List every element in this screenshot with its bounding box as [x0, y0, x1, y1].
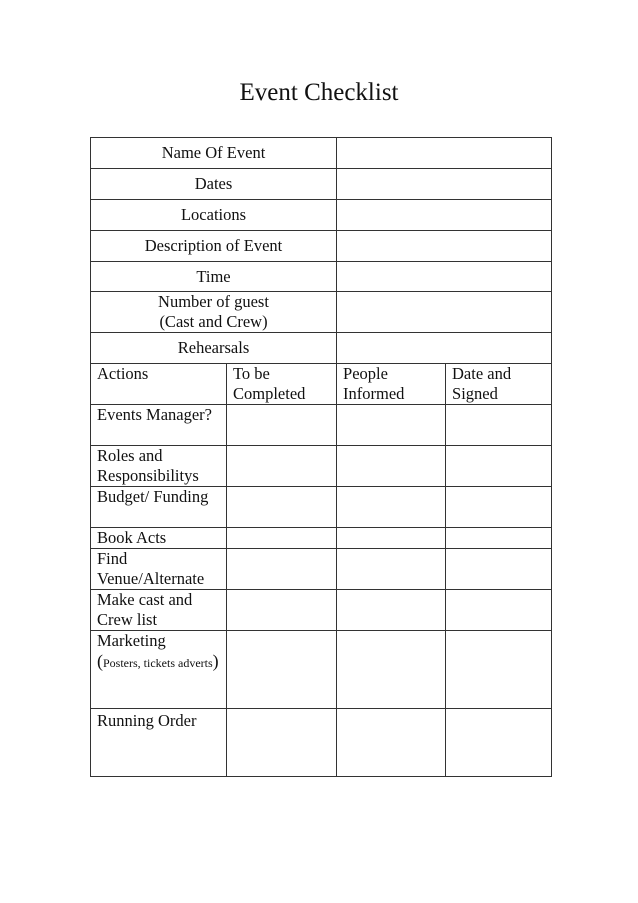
to-be-completed-cell[interactable] [227, 528, 337, 549]
action-label [91, 631, 227, 709]
info-value-cell[interactable] [337, 200, 552, 231]
info-label-line2: (Cast and Crew) [159, 312, 268, 331]
action-row [91, 446, 552, 487]
col-header-date-signed: Date and Signed [446, 364, 552, 405]
people-informed-cell[interactable] [337, 487, 446, 528]
date-signed-cell[interactable] [446, 631, 552, 709]
action-label: Running Order [91, 709, 227, 777]
action-row [91, 549, 552, 590]
date-signed-cell[interactable] [446, 590, 552, 631]
info-row-time [91, 262, 552, 292]
action-row [91, 528, 552, 549]
info-value-cell[interactable] [337, 231, 552, 262]
info-value-cell[interactable] [337, 262, 552, 292]
col-header-actions: Actions [91, 364, 227, 405]
action-label: Budget/ Funding [91, 487, 227, 528]
action-label: Make cast and Crew list [91, 590, 227, 631]
info-value-cell[interactable] [337, 138, 552, 169]
info-value-cell[interactable] [337, 333, 552, 364]
info-row-locations [91, 200, 552, 231]
date-signed-cell[interactable] [446, 528, 552, 549]
people-informed-cell[interactable] [337, 405, 446, 446]
info-label: Rehearsals [91, 333, 337, 364]
to-be-completed-cell[interactable] [227, 590, 337, 631]
people-informed-cell[interactable] [337, 631, 446, 709]
info-row-dates [91, 169, 552, 200]
action-label: Find Venue/Alternate [91, 549, 227, 590]
info-label: Dates [91, 169, 337, 200]
to-be-completed-cell[interactable] [227, 631, 337, 709]
column-header-row [91, 364, 552, 405]
info-label: Description of Event [91, 231, 337, 262]
people-informed-cell[interactable] [337, 590, 446, 631]
open-paren: ( [97, 651, 103, 671]
to-be-completed-cell[interactable] [227, 405, 337, 446]
action-row [91, 405, 552, 446]
action-label-main: Marketing [97, 631, 166, 650]
info-row-number-of-guest [91, 292, 552, 333]
date-signed-cell[interactable] [446, 487, 552, 528]
info-value-cell[interactable] [337, 292, 552, 333]
col-header-to-be-completed: To be Completed [227, 364, 337, 405]
to-be-completed-cell[interactable] [227, 709, 337, 777]
info-row-description [91, 231, 552, 262]
info-row-rehearsals [91, 333, 552, 364]
date-signed-cell[interactable] [446, 549, 552, 590]
document-title: Event Checklist [239, 79, 399, 106]
col-header-people-informed: People Informed [337, 364, 446, 405]
info-value-cell[interactable] [337, 169, 552, 200]
date-signed-cell[interactable] [446, 405, 552, 446]
people-informed-cell[interactable] [337, 549, 446, 590]
action-label: Events Manager? [91, 405, 227, 446]
people-informed-cell[interactable] [337, 446, 446, 487]
event-checklist-table [90, 137, 552, 777]
to-be-completed-cell[interactable] [227, 446, 337, 487]
people-informed-cell[interactable] [337, 709, 446, 777]
date-signed-cell[interactable] [446, 709, 552, 777]
close-paren: ) [212, 651, 219, 671]
info-row-name-of-event [91, 138, 552, 169]
action-label: Roles and Responsibilitys [91, 446, 227, 487]
people-informed-cell[interactable] [337, 528, 446, 549]
info-label-line1: Number of guest [158, 292, 269, 311]
info-label: Name Of Event [91, 138, 337, 169]
to-be-completed-cell[interactable] [227, 549, 337, 590]
date-signed-cell[interactable] [446, 446, 552, 487]
info-label [91, 292, 337, 333]
action-row [91, 709, 552, 777]
action-row [91, 631, 552, 709]
info-label: Locations [91, 200, 337, 231]
to-be-completed-cell[interactable] [227, 487, 337, 528]
action-row [91, 487, 552, 528]
info-label: Time [91, 262, 337, 292]
action-label-note: Posters, tickets adverts [103, 656, 213, 670]
action-label: Book Acts [91, 528, 227, 549]
action-row [91, 590, 552, 631]
